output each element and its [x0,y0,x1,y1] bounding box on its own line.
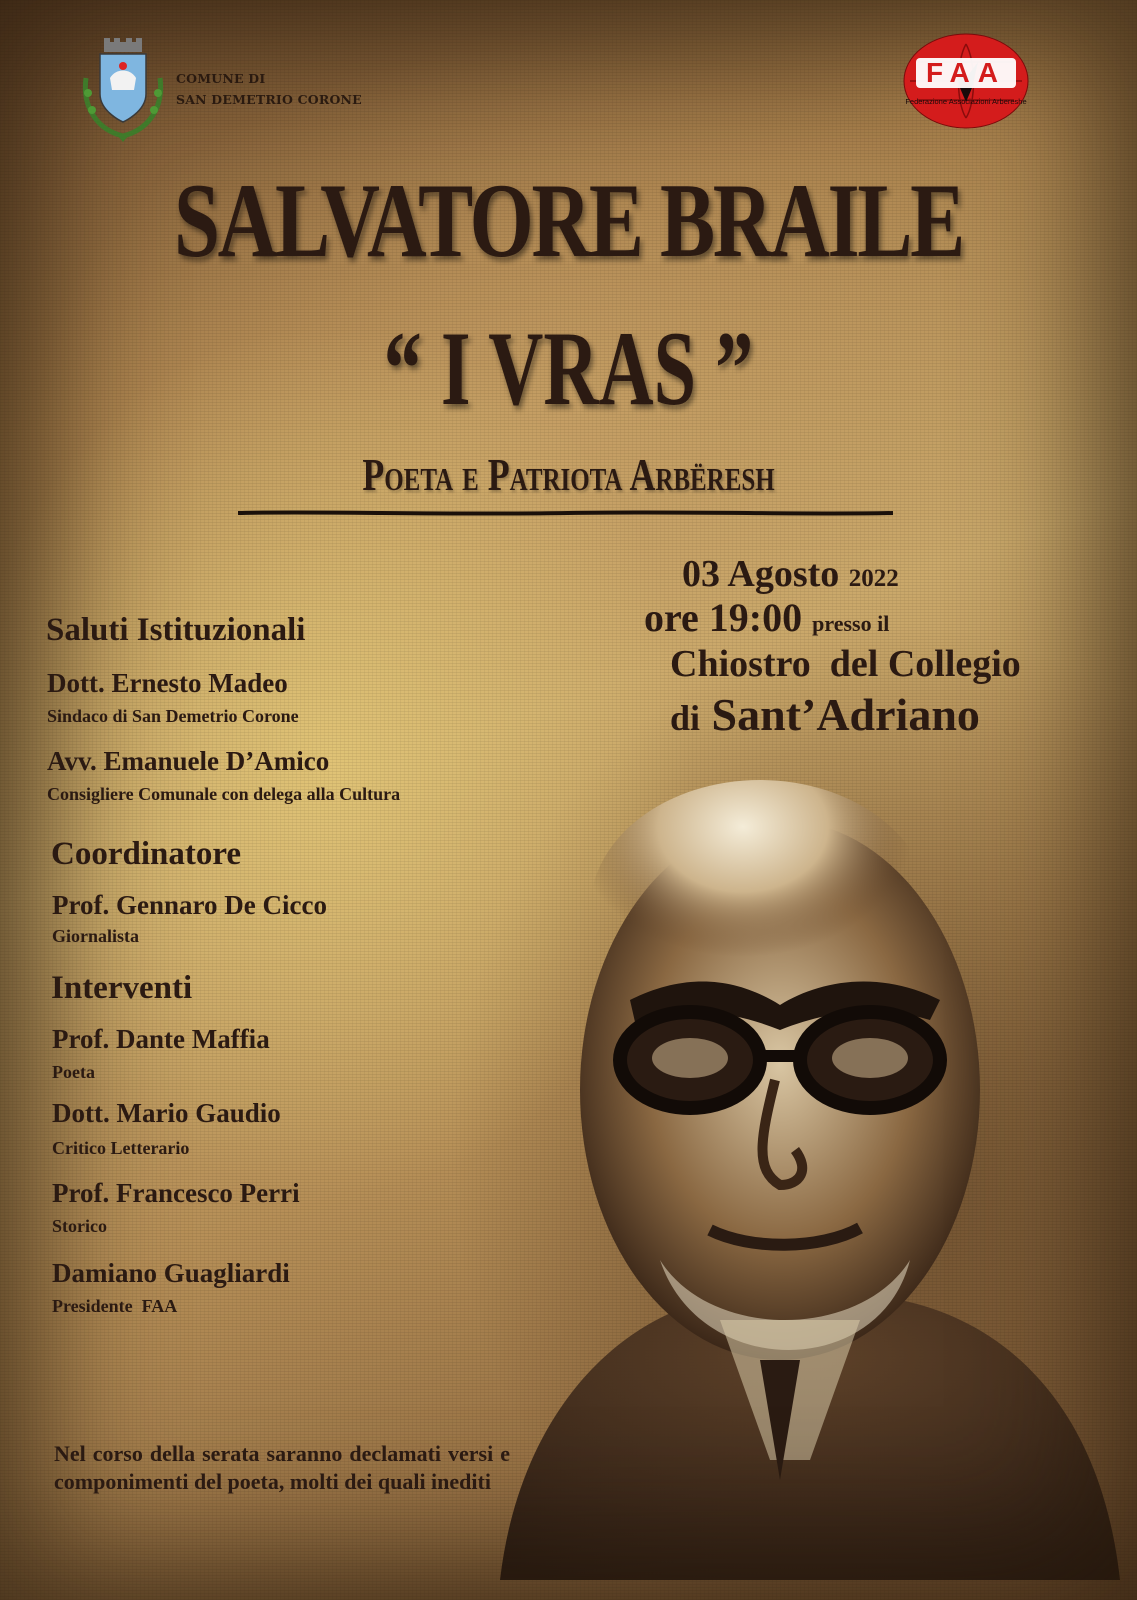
interventi-role-1: Poeta [52,1062,95,1082]
event-place-prefix: di [670,698,701,738]
saluti-role-2: Consigliere Comunale con delega alla Cultura [47,784,401,804]
poster-title: SALVATORE BRAILE [174,162,963,279]
event-time-suffix: presso il [812,611,890,636]
saluti-heading: Saluti Istituzionali [46,612,306,648]
event-time [644,594,889,641]
coordinatore-role: Giornalista [52,926,140,946]
saluti-name-1: Dott. Ernesto Madeo [47,668,288,698]
event-date-day: 03 Agosto [682,553,840,595]
interventi-role-4: Presidente FAA [52,1296,178,1316]
title-underline [238,510,893,516]
event-place-line-2 [670,688,980,741]
comune-label [176,68,362,110]
coordinatore-name: Prof. Gennaro De Cicco [52,890,327,920]
comune-crest-icon [78,38,168,142]
footer-note: Nel corso della serata saranno declamati versi e componimenti del poeta, molti dei quali inediti [54,1441,510,1494]
comune-line-1: COMUNE DI [176,71,266,86]
interventi-role-2: Critico Letterario [52,1138,190,1158]
interventi-name-4: Damiano Guagliardi [52,1258,290,1288]
event-place-name: Sant’Adriano [711,689,980,740]
interventi-role-3: Storico [52,1216,107,1236]
interventi-name-3: Prof. Francesco Perri [52,1178,300,1208]
interventi-name-1: Prof. Dante Maffia [52,1024,270,1054]
faa-logo-subtext: Federazione Associazioni Arbereshe [905,97,1027,106]
interventi-name-2: Dott. Mario Gaudio [52,1098,281,1128]
faa-logo-text: FAA [926,57,1006,88]
poster-subtitle: Poeta e Patriota Arbëresh [362,449,775,500]
coordinatore-heading: Coordinatore [51,836,242,872]
comune-line-2: SAN DEMETRIO CORONE [176,92,362,107]
event-place-line-1: Chiostro del Collegio [670,643,1021,685]
event-time-value: 19:00 [708,595,803,640]
event-date-year: 2022 [848,565,899,592]
interventi-heading: Interventi [51,970,193,1006]
poster-nickname: “ I VRAS ” [383,310,754,427]
event-time-prefix: ore [644,595,699,640]
saluti-role-1: Sindaco di San Demetrio Corone [47,706,299,726]
saluti-name-2: Avv. Emanuele D’Amico [47,746,330,776]
faa-logo [902,32,1030,130]
event-date [682,552,899,596]
